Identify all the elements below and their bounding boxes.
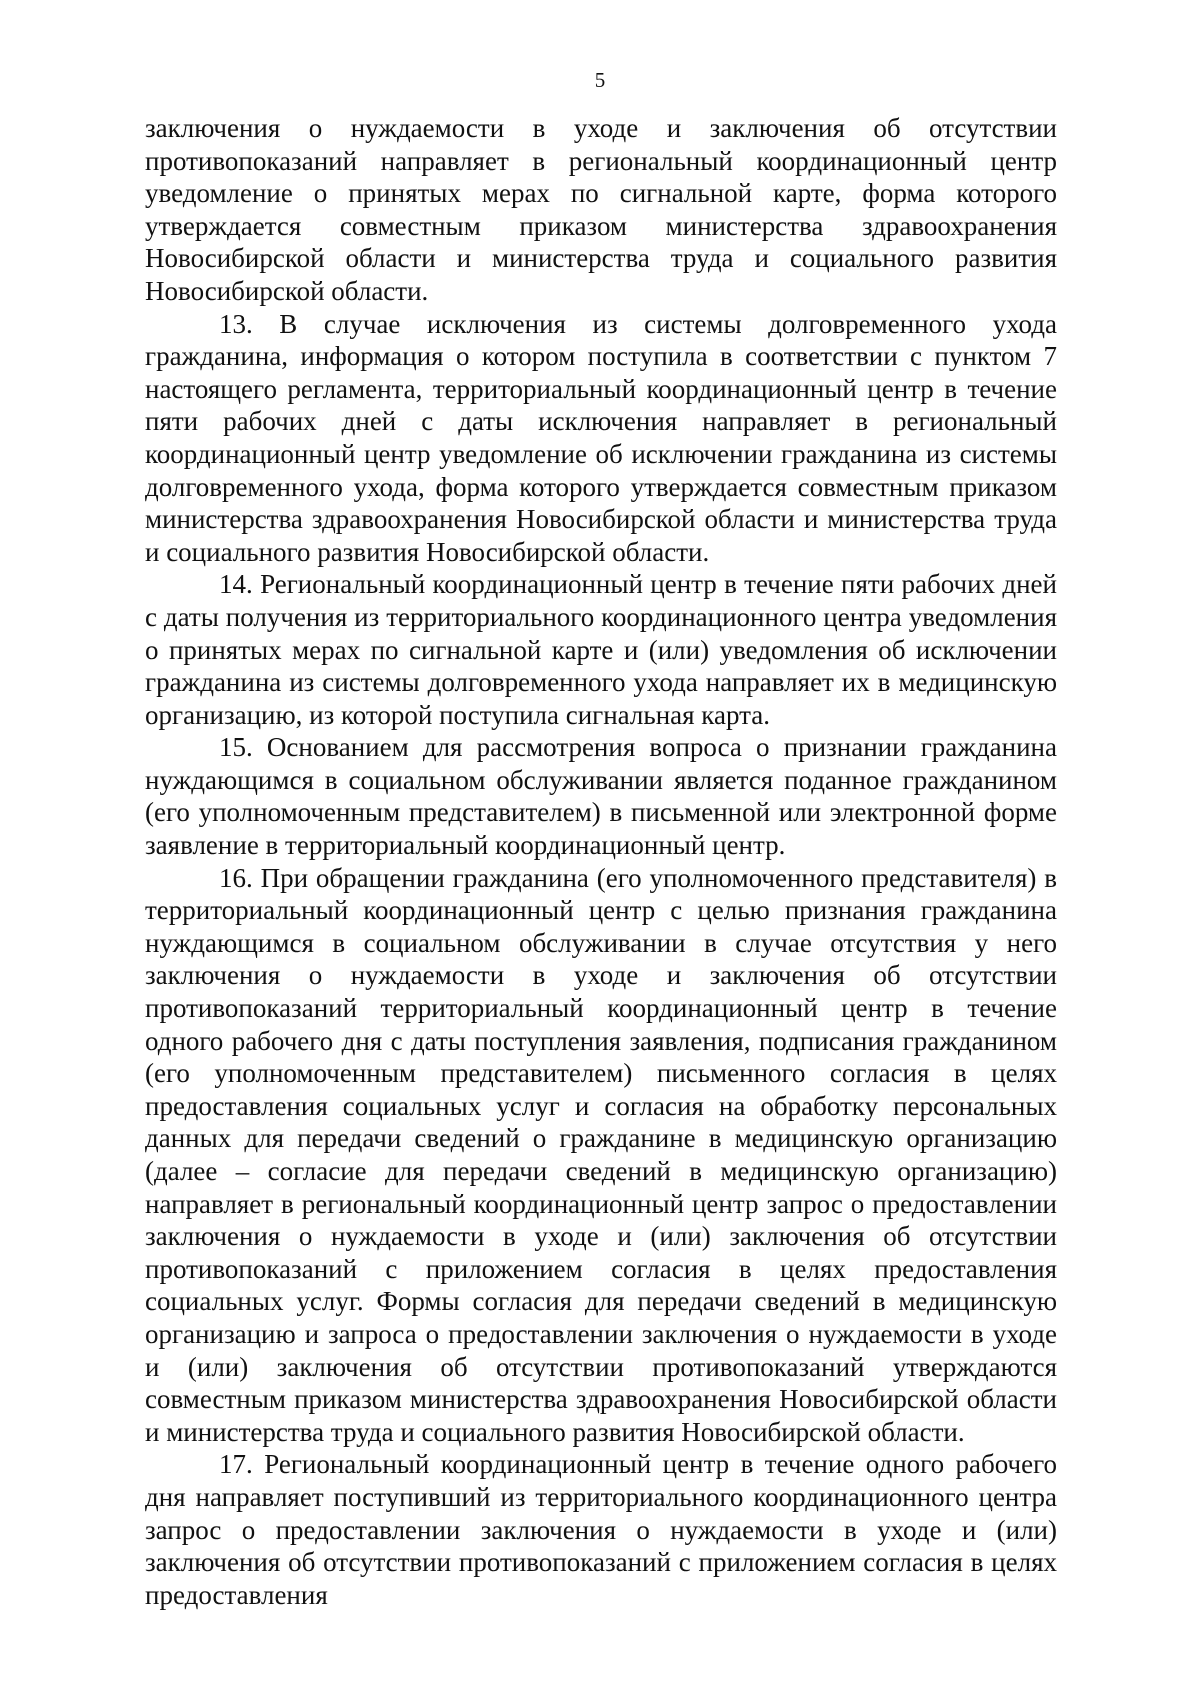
page-number: 5: [594, 68, 606, 92]
paragraph-17: 17. Региональный координационный центр в течение одного рабочего дня направляет поступивший из территориального координационного центра запрос о предоставлении заключения о нуждаемости в уходе и (или) заключения об отсутствии противопоказаний с приложением согласия в целях предоставления: [145, 1449, 1057, 1610]
paragraph-16: 16. При обращении гражданина (его уполномоченного представителя) в территориальный координационный центр с целью признания гражданина нуждающимся в социальном обслуживании в случае отсутствия у него заключения о нуждаемости в уходе и заключения об отсутствии противопоказаний территориальный координационный центр в течение одного рабочего дня с даты поступления заявления, подписания гражданином (его уполномоченным представителем) письменного согласия в целях предоставления социальных услуг и согласия на обработку персональных данных для передачи сведений о гражданине в медицинскую организацию (далее – согласие для передачи сведений в медицинскую организацию) направляет в региональный координационный центр запрос о предоставлении заключения о нуждаемости в уходе и (или) заключения об отсутствии противопоказаний с приложением согласия в целях предоставления социальных услуг. Формы согласия для передачи сведений в медицинскую организацию и запроса о предоставлении заключения о нуждаемости в уходе и (или) заключения об отсутствии противопоказаний утверждаются совместным приказом министерства здравоохранения Новосибирской области и министерства труда и социального развития Новосибирской области.: [145, 862, 1057, 1447]
paragraph-14: 14. Региональный координационный центр в течение пяти рабочих дней с даты получения из территориального координационного центра уведомления о принятых мерах по сигнальной карте и (или) уведомления об исключении гражданина из системы долговременного ухода направляет их в медицинскую организацию, из которой поступила сигнальная карта.: [145, 569, 1057, 730]
paragraph-15: 15. Основанием для рассмотрения вопроса о признании гражданина нуждающимся в социальном обслуживании является поданное гражданином (его уполномоченным представителем) в письменной или электронной форме заявление в территориальный координационный центр.: [145, 732, 1057, 861]
paragraph-continuation: заключения о нуждаемости в уходе и заключения об отсутствии противопоказаний направляет в региональный координационный центр уведомление о принятых мерах по сигнальной карте, форма которого утверждается совместным приказом министерства здравоохранения Новосибирской области и министерства труда и социального развития Новосибирской области.: [145, 113, 1057, 306]
document-body: [145, 112, 1057, 1611]
paragraph-13: 13. В случае исключения из системы долговременного ухода гражданина, информация о котором поступила в соответствии с пунктом 7 настоящего регламента, территориальный координационный центр в течение пяти рабочих дней с даты исключения направляет в региональный координационный центр уведомление об исключении гражданина из системы долговременного ухода, форма которого утверждается совместным приказом министерства здравоохранения Новосибирской области и министерства труда и социального развития Новосибирской области.: [145, 308, 1057, 567]
